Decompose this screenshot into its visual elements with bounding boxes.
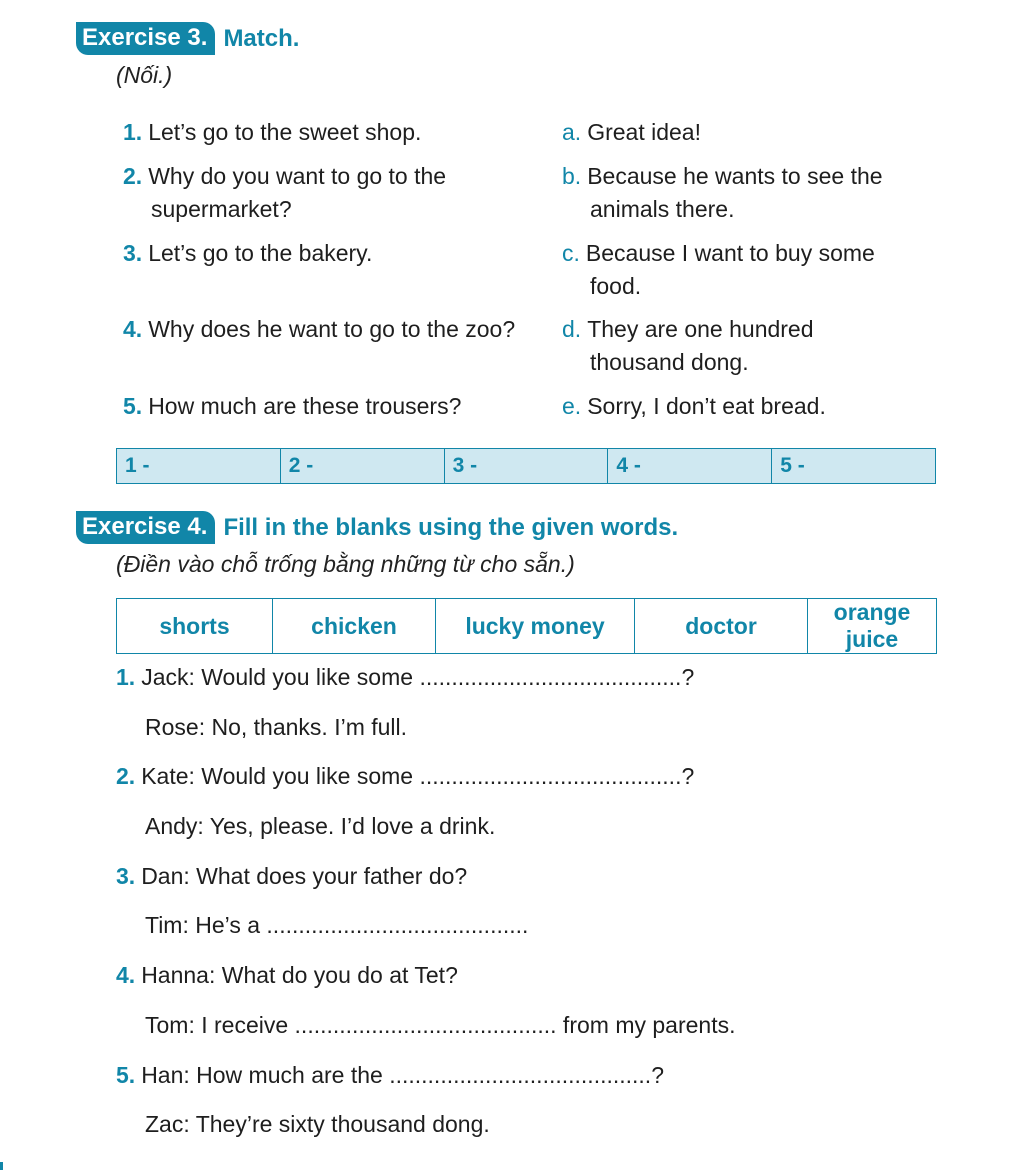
- fill-item-2-question: 2. Kate: Would you like some .........................................?: [116, 763, 695, 789]
- fill-item-3-question: 3. Dan: What does your father do?: [116, 863, 468, 889]
- fill-item-1-question: 1. Jack: Would you like some .........................................?: [116, 664, 695, 690]
- page-edge-mark: [0, 1162, 3, 1170]
- fill-item-1-answer: Rose: No, thanks. I’m full.: [145, 714, 408, 740]
- exercise3-title: Match.: [223, 24, 300, 52]
- word-orange-juice: orange juice: [808, 599, 937, 654]
- fill-item-2-answer: Andy: Yes, please. I’d love a drink.: [145, 813, 496, 839]
- blank-1[interactable]: .........................................: [419, 664, 682, 690]
- exercise3-badge: Exercise 3.: [76, 22, 215, 55]
- fill-item-4-answer: Tom: I receive ......................................... from my parents.: [145, 1012, 736, 1038]
- match-answer-b: b. Because he wants to see the animals there.: [562, 163, 883, 222]
- blank-3[interactable]: .........................................: [266, 912, 529, 938]
- word-bank: [116, 598, 937, 654]
- exercise4-subtitle: (Điền vào chỗ trống bằng những từ cho sẵn.): [116, 551, 575, 577]
- answer-box-4[interactable]: 4 -: [608, 449, 772, 484]
- exercise4-title: Fill in the blanks using the given words.: [223, 513, 679, 541]
- blank-4[interactable]: .........................................: [294, 1012, 557, 1038]
- match-question-3: 3. Let’s go to the bakery.: [123, 240, 373, 266]
- word-chicken: chicken: [273, 599, 436, 654]
- fill-item-5-answer: Zac: They’re sixty thousand dong.: [145, 1111, 490, 1137]
- fill-item-4-question: 4. Hanna: What do you do at Tet?: [116, 962, 458, 988]
- match-question-1: 1. Let’s go to the sweet shop.: [123, 119, 422, 145]
- match-answer-c: c. Because I want to buy some food.: [562, 240, 875, 299]
- exercise3-subtitle: (Nối.): [116, 62, 173, 88]
- answer-box-2[interactable]: 2 -: [280, 449, 444, 484]
- match-question-4: 4. Why does he want to go to the zoo?: [123, 316, 516, 342]
- fill-item-3-answer: Tim: He’s a .........................................: [145, 912, 529, 938]
- exercise4-heading: [76, 511, 678, 544]
- match-answer-a: a. Great idea!: [562, 119, 701, 145]
- match-answer-e: e. Sorry, I don’t eat bread.: [562, 393, 826, 419]
- answer-box-1[interactable]: 1 -: [117, 449, 281, 484]
- exercise3-heading: [76, 22, 299, 55]
- answer-box-3[interactable]: 3 -: [444, 449, 608, 484]
- answer-table: [116, 448, 936, 484]
- answer-box-5[interactable]: 5 -: [772, 449, 936, 484]
- match-question-2: 2. Why do you want to go to the supermarket?: [123, 163, 447, 222]
- word-lucky-money: lucky money: [436, 599, 635, 654]
- word-shorts: shorts: [117, 599, 273, 654]
- word-doctor: doctor: [635, 599, 808, 654]
- blank-5[interactable]: .........................................: [389, 1062, 652, 1088]
- exercise4-badge: Exercise 4.: [76, 511, 215, 544]
- blank-2[interactable]: .........................................: [419, 763, 682, 789]
- match-question-5: 5. How much are these trousers?: [123, 393, 462, 419]
- fill-item-5-question: 5. Han: How much are the .........................................?: [116, 1062, 664, 1088]
- match-answer-d: d. They are one hundred thousand dong.: [562, 316, 814, 375]
